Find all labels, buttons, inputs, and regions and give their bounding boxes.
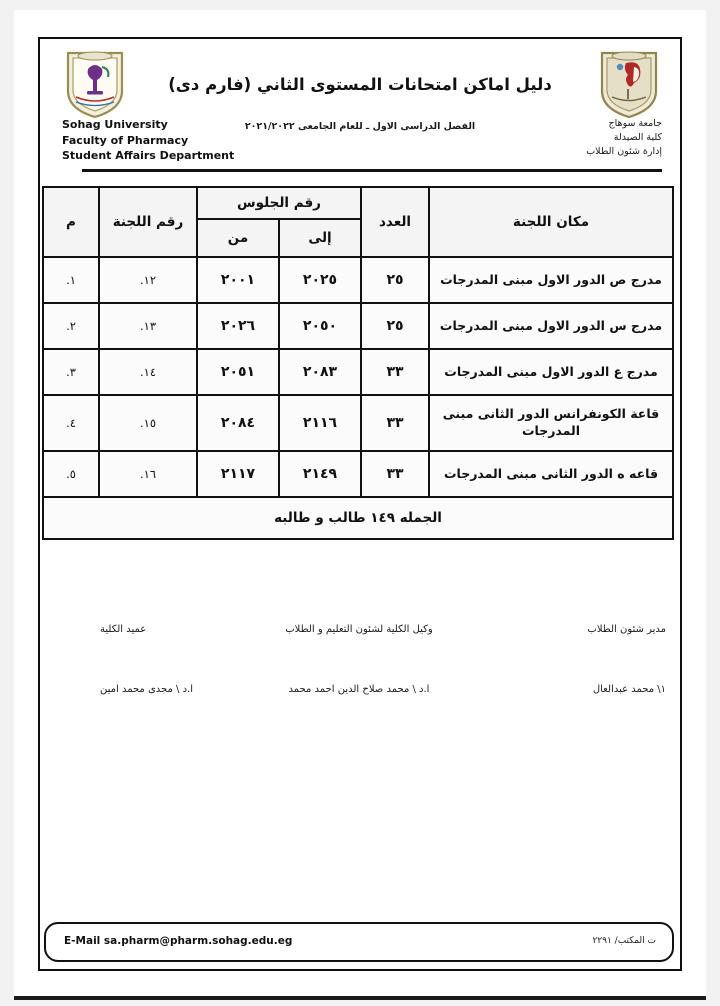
table-row bbox=[43, 349, 673, 395]
footer-office-phone: ت المكتب/ ٢٢٩١ bbox=[592, 936, 656, 946]
signature-name-student-affairs-director: ١\ محمد عبدالعال bbox=[592, 684, 666, 695]
page-title: دليل اماكن امتحانات المستوى الثاني (فارم دى) bbox=[168, 75, 552, 94]
organization-english bbox=[62, 117, 234, 164]
cell-seat-from: ٢٠٢٦ bbox=[197, 303, 279, 349]
cell-serial: ١. bbox=[43, 257, 99, 303]
document-header bbox=[40, 39, 680, 176]
cell-seat-to: ٢٠٥٠ bbox=[279, 303, 361, 349]
cell-seat-to: ٢٠٨٣ bbox=[279, 349, 361, 395]
table-total-row bbox=[43, 497, 673, 539]
cell-seat-from: ٢١١٧ bbox=[197, 451, 279, 497]
cell-seat-from: ٢٠٨٤ bbox=[197, 395, 279, 451]
footer-contact-box bbox=[44, 922, 674, 962]
cell-seat-from: ٢٠٠١ bbox=[197, 257, 279, 303]
signature-title-student-affairs-director: مدير شئون الطلاب bbox=[587, 624, 666, 635]
cell-serial: ٣. bbox=[43, 349, 99, 395]
signatures-section bbox=[44, 618, 674, 718]
cell-committee-number: ١٢. bbox=[99, 257, 197, 303]
table-row bbox=[43, 451, 673, 497]
signature-titles-row bbox=[44, 624, 674, 635]
signature-name-vice-dean: ا.د \ محمد صلاح الدين احمد محمد bbox=[288, 684, 430, 695]
document-footer bbox=[44, 922, 674, 968]
org-university-ar: جامعة سوهاج bbox=[608, 118, 662, 129]
org-department-en: Student Affairs Department bbox=[62, 149, 235, 163]
column-header-seat-from: من bbox=[197, 219, 279, 257]
exam-halls-table bbox=[42, 186, 674, 540]
org-department-ar: إدارة شئون الطلاب bbox=[586, 145, 662, 157]
column-header-seat-to: إلى bbox=[279, 219, 361, 257]
cell-count: ٢٥ bbox=[361, 257, 429, 303]
signature-name-dean: ا.د \ مجدى محمد امين bbox=[100, 684, 193, 695]
table-body bbox=[43, 257, 673, 539]
cell-committee-number: ١٤. bbox=[99, 349, 197, 395]
academic-term-subtitle: الفصل الدراسى الاول ـ للعام الجامعى ٢٠٢١/٢٠٢٢ bbox=[244, 121, 476, 132]
cell-count: ٢٥ bbox=[361, 303, 429, 349]
cell-serial: ٢. bbox=[43, 303, 99, 349]
cell-place: قاعه ه الدور الثانى مبنى المدرجات bbox=[429, 451, 673, 497]
signature-title-dean: عميد الكلية bbox=[100, 624, 147, 635]
table-row bbox=[43, 303, 673, 349]
cell-place: قاعة الكونفرانس الدور الثانى مبنى المدرجات bbox=[429, 395, 673, 451]
org-faculty-ar: كلية الصيدلة bbox=[613, 131, 662, 143]
cell-seat-to: ٢١٤٩ bbox=[279, 451, 361, 497]
cell-serial: ٥. bbox=[43, 451, 99, 497]
cell-count: ٣٣ bbox=[361, 451, 429, 497]
column-header-seat-number-group: رقم الجلوس bbox=[197, 187, 361, 219]
column-header-count: العدد bbox=[361, 187, 429, 257]
table-row bbox=[43, 395, 673, 451]
cell-count: ٣٣ bbox=[361, 349, 429, 395]
cell-seat-to: ٢٠٢٥ bbox=[279, 257, 361, 303]
org-university-en: Sohag University bbox=[62, 118, 168, 131]
cell-committee-number: ١٣. bbox=[99, 303, 197, 349]
cell-place: مدرج ع الدور الاول مبنى المدرجات bbox=[429, 349, 673, 395]
cell-seat-from: ٢٠٥١ bbox=[197, 349, 279, 395]
column-header-place: مكان اللجنة bbox=[429, 187, 673, 257]
exam-halls-table-container bbox=[44, 186, 674, 540]
signature-names-row bbox=[44, 684, 674, 695]
cell-count: ٣٣ bbox=[361, 395, 429, 451]
footer-bottom-rule bbox=[14, 996, 706, 1000]
signature-title-vice-dean: وكيل الكلية لشئون التعليم و الطلاب bbox=[285, 624, 433, 635]
org-faculty-en: Faculty of Pharmacy bbox=[62, 133, 189, 147]
organization-arabic bbox=[586, 117, 662, 158]
cell-seat-to: ٢١١٦ bbox=[279, 395, 361, 451]
column-header-serial: م bbox=[43, 187, 99, 257]
footer-email: E-Mail sa.pharm@pharm.sohag.edu.eg bbox=[64, 935, 293, 947]
table-row bbox=[43, 257, 673, 303]
cell-place: مدرج ص الدور الاول مبنى المدرجات bbox=[429, 257, 673, 303]
table-header bbox=[43, 187, 673, 257]
cell-total-students: الجمله ١٤٩ طالب و طالبه bbox=[43, 497, 673, 539]
cell-committee-number: ١٥. bbox=[99, 395, 197, 451]
cell-committee-number: ١٦. bbox=[99, 451, 197, 497]
cell-serial: ٤. bbox=[43, 395, 99, 451]
cell-place: مدرج س الدور الاول مبنى المدرجات bbox=[429, 303, 673, 349]
header-divider bbox=[82, 169, 662, 172]
column-header-committee-number: رقم اللجنة bbox=[99, 187, 197, 257]
